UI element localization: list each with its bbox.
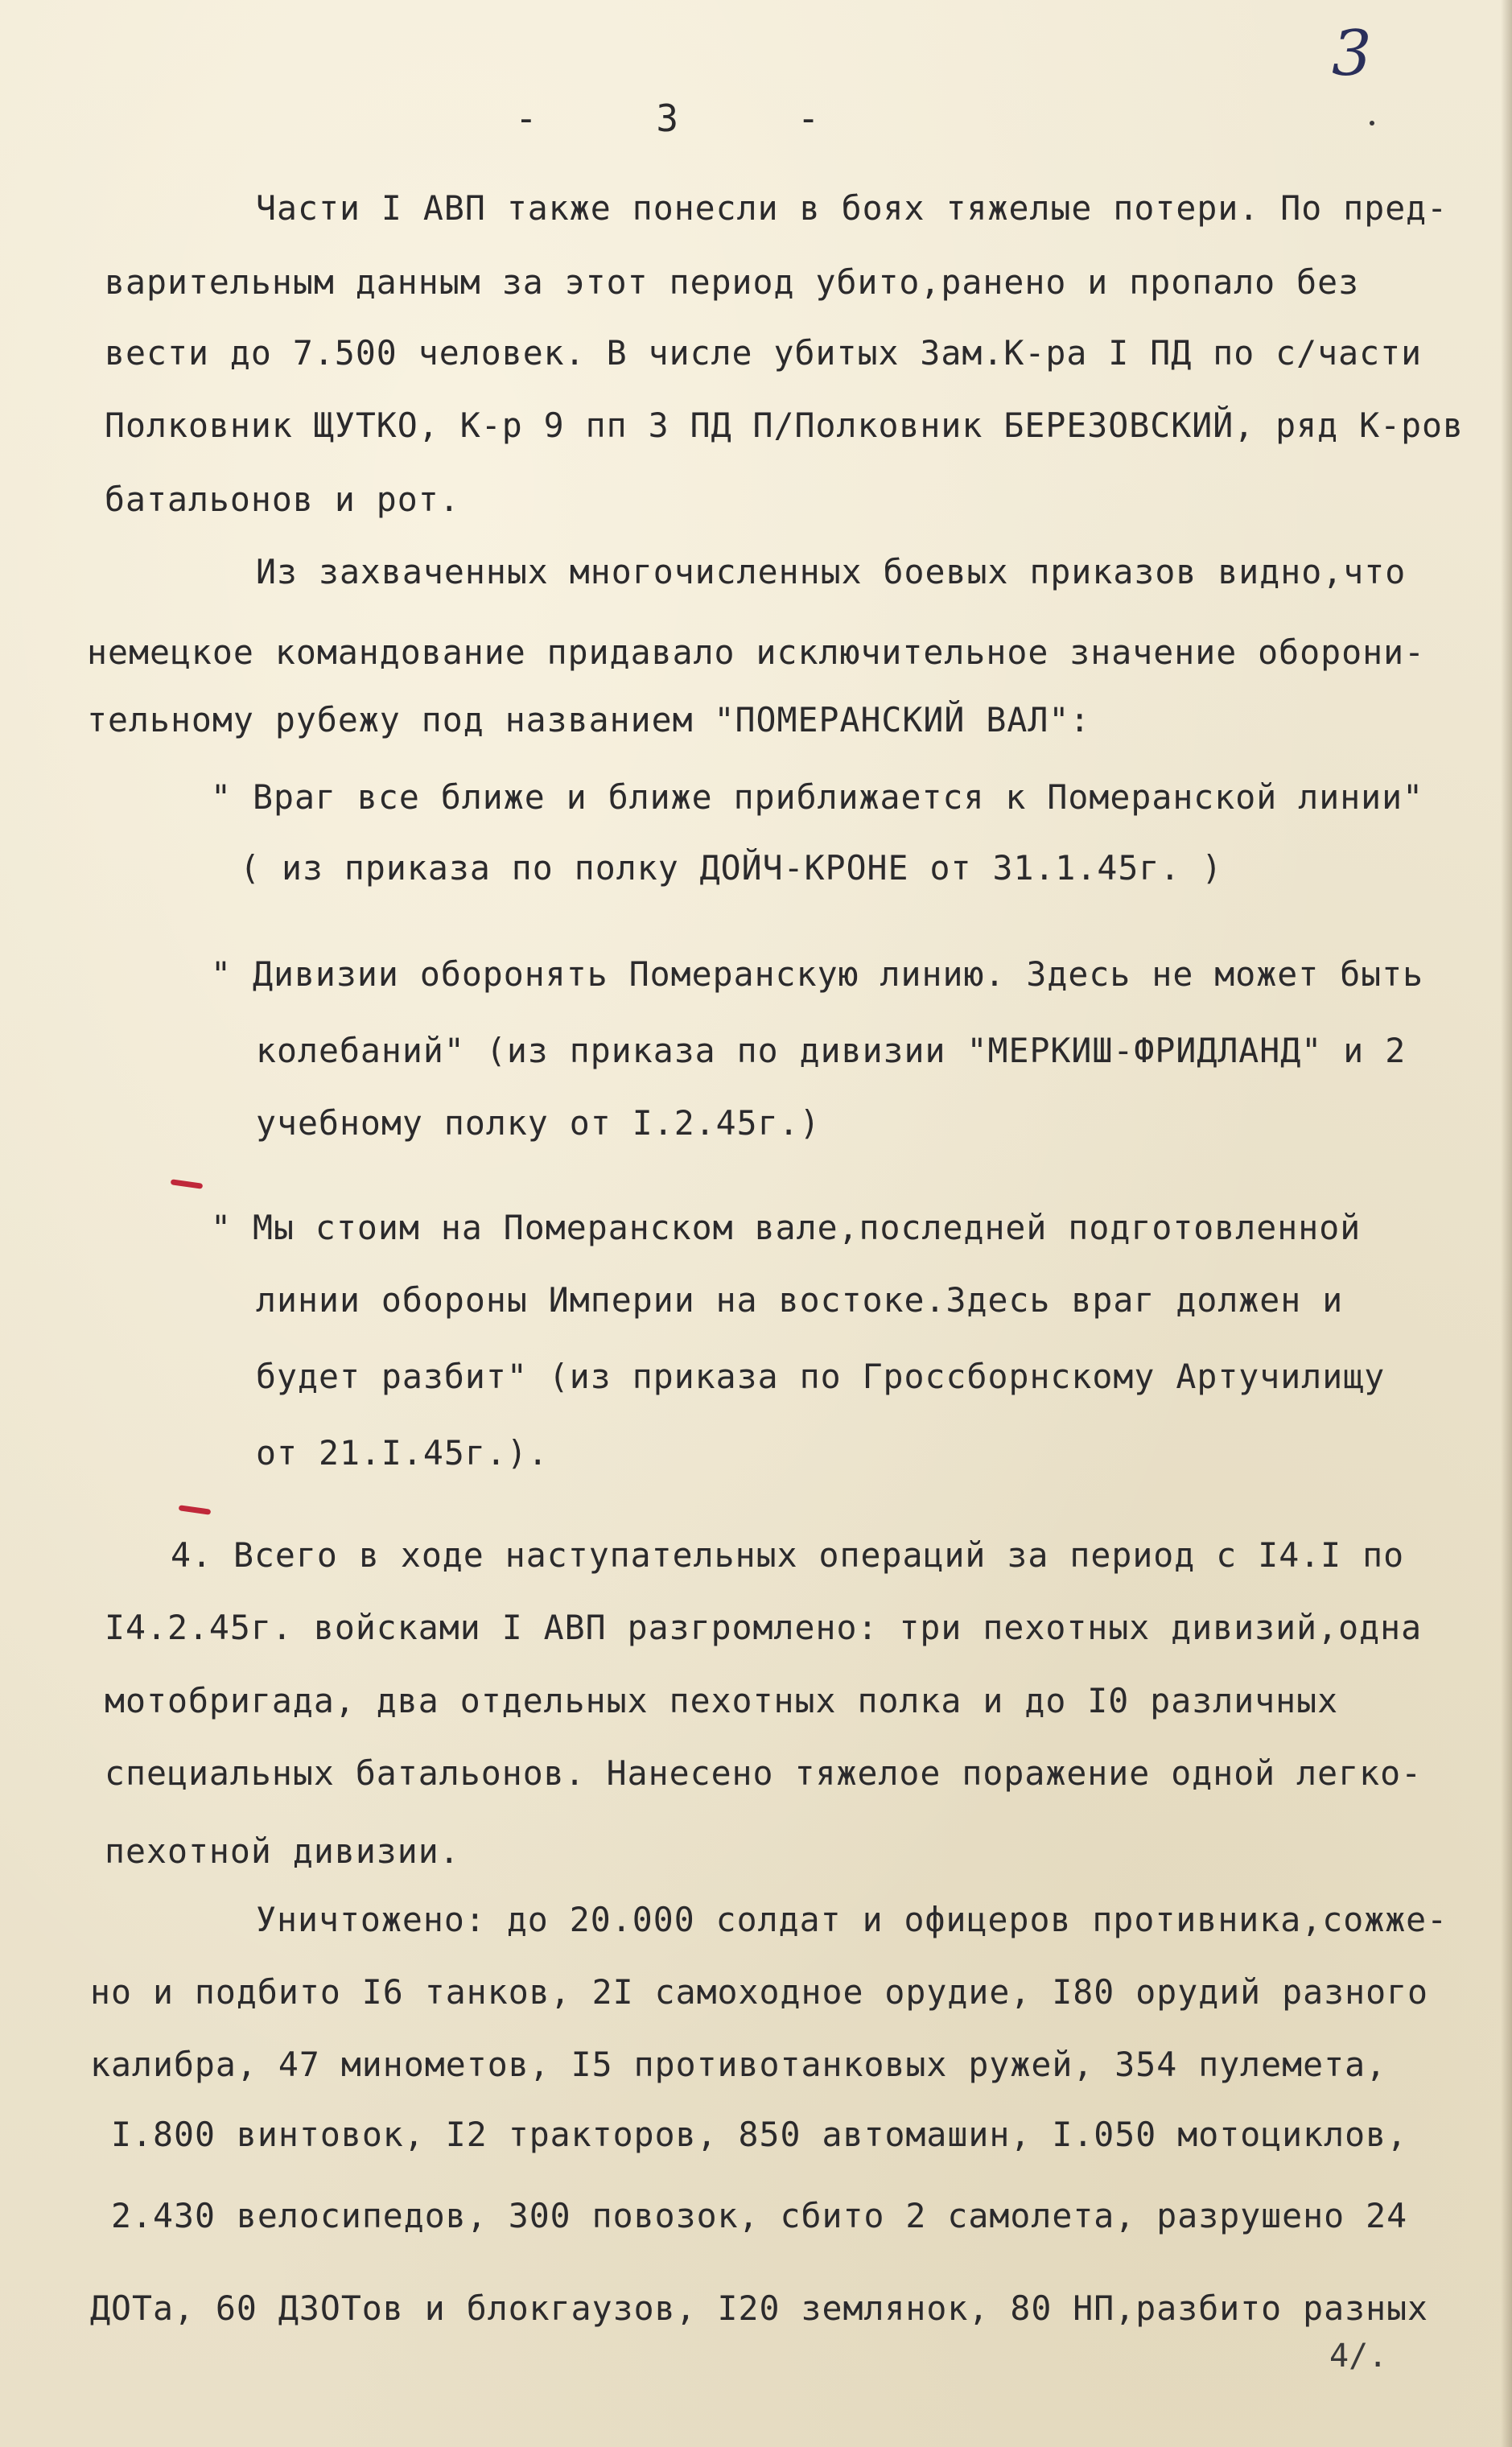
text-line: специальных батальонов. Нанесено тяжелое поражение одной легко-	[105, 1753, 1423, 1793]
quote-line: " Враг все ближе и ближе приближается к Померанской линии"	[211, 777, 1424, 817]
quote-line: " Дивизии оборонять Померанскую линию. Здесь не может быть	[211, 954, 1424, 994]
quote-line: будет разбит" (из приказа по Гроссборнскому Артучилищу	[256, 1357, 1386, 1396]
text-line: тельному рубежу под названием "ПОМЕРАНСКИЙ ВАЛ":	[87, 700, 1091, 739]
text-line: Уничтожено: до 20.000 солдат и офицеров противника,сожже-	[256, 1900, 1448, 1939]
text-line: варительным данным за этот период убито,ранено и пропало без	[105, 262, 1360, 302]
text-line: 4. Всего в ходе наступательных операций за период с I4.I по	[171, 1535, 1405, 1575]
quote-line: " Мы стоим на Померанском вале,последней подготовленной	[211, 1208, 1362, 1247]
quote-line: учебному полку от I.2.45г.)	[256, 1103, 821, 1143]
continuation-mark: 4/.	[1329, 2338, 1388, 2375]
quote-line: линии обороны Империи на востоке.Здесь враг должен и	[256, 1280, 1344, 1320]
text-line: но и подбито I6 танков, 2I самоходное орудие, I80 орудий разного	[90, 1972, 1429, 2012]
page-edge-shadow	[1501, 0, 1512, 2447]
text-line: немецкое командование придавало исключительное значение оборони-	[87, 632, 1426, 672]
text-line: батальонов и рот.	[105, 480, 460, 519]
text-line: I.800 винтовок, I2 тракторов, 850 автомашин, I.050 мотоциклов,	[111, 2115, 1408, 2154]
archive-page-number: 3	[1332, 18, 1374, 90]
red-pencil-tick	[179, 1505, 212, 1514]
text-line: вести до 7.500 человек. В числе убитых Зам.К-ра I ПД по с/части	[105, 333, 1423, 373]
red-pencil-tick	[171, 1179, 204, 1188]
text-line: Полковник ЩУТКО, К-р 9 пп 3 ПД П/Полковник БЕРЕЗОВСКИЙ, ряд К-ров	[105, 406, 1465, 445]
text-line: 2.430 велосипедов, 300 повозок, сбито 2 самолета, разрушено 24	[111, 2196, 1408, 2235]
quote-source: ( из приказа по полку ДОЙЧ-КРОНЕ от 31.1.45г. )	[240, 848, 1223, 888]
stray-mark	[1370, 121, 1374, 126]
typed-page-marker: - 3 -	[515, 97, 868, 140]
text-line: ДОТа, 60 ДЗОТов и блокгаузов, I20 землянок, 80 НП,разбито разных	[90, 2288, 1429, 2328]
text-line: мотобригада, два отдельных пехотных полка и до I0 различных	[105, 1681, 1339, 1720]
quote-line: колебаний" (из приказа по дивизии "МЕРКИШ-ФРИДЛАНД" и 2	[256, 1031, 1407, 1070]
text-line: калибра, 47 минометов, I5 противотанковых ружей, 354 пулемета,	[90, 2045, 1387, 2084]
text-line: I4.2.45г. войсками I АВП разгромлено: три пехотных дивизий,одна	[105, 1608, 1423, 1647]
text-line: Из захваченных многочисленных боевых приказов видно,что	[256, 552, 1407, 591]
text-line: Части I АВП также понесли в боях тяжелые потери. По пред-	[256, 188, 1448, 228]
quote-source: от 21.I.45г.).	[256, 1433, 549, 1473]
text-line: пехотной дивизии.	[105, 1831, 460, 1871]
